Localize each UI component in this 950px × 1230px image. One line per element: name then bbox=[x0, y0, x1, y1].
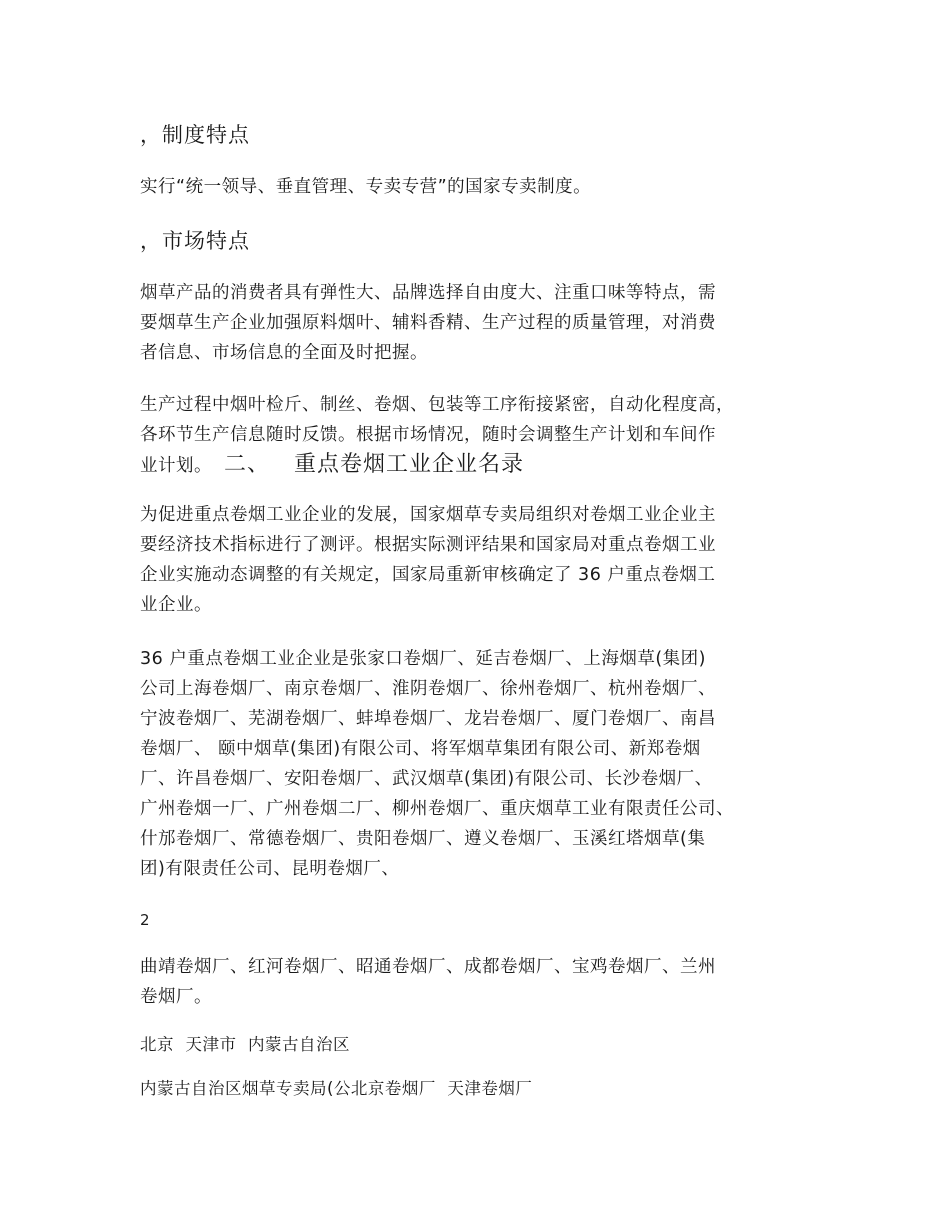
paragraph-line: 什邡卷烟厂、常德卷烟厂、贵阳卷烟厂、遵义卷烟厂、玉溪红塔烟草(集 bbox=[140, 829, 706, 849]
paragraph-line: 卷烟厂。 bbox=[140, 987, 212, 1007]
paragraph-line: 36 户重点卷烟工业企业是张家口卷烟厂、延吉卷烟厂、上海烟草(集团) bbox=[140, 649, 706, 669]
paragraph-line: 宁波卷烟厂、芜湖卷烟厂、蚌埠卷烟厂、龙岩卷烟厂、厦门卷烟厂、南昌 bbox=[140, 709, 716, 729]
paragraph-line: 各环节生产信息随时反馈。根据市场情况，随时会调整生产计划和车间作 bbox=[140, 425, 716, 445]
section-two-heading: 二、 重点卷烟工业企业名录 bbox=[224, 452, 524, 477]
promotion-paragraph bbox=[140, 500, 830, 620]
paragraph-line: 曲靖卷烟厂、红河卷烟厂、昭通卷烟厂、成都卷烟厂、宝鸡卷烟厂、兰州 bbox=[140, 957, 716, 977]
paragraph-line: 要烟草生产企业加强原料烟叶、辅料香精、生产过程的质量管理，对消费 bbox=[140, 313, 716, 333]
system-features-heading: ，制度特点 bbox=[140, 123, 250, 147]
paragraph-line: 广州卷烟一厂、广州卷烟二厂、柳州卷烟厂、重庆烟草工业有限责任公司、 bbox=[140, 799, 734, 819]
continued-list-paragraph bbox=[140, 952, 830, 1012]
market-features-paragraph bbox=[140, 278, 830, 368]
paragraph-line: 要经济技术指标进行了测评。根据实际测评结果和国家局对重点卷烟工业 bbox=[140, 535, 716, 555]
production-paragraph bbox=[140, 390, 830, 481]
paragraph-line: 者信息、市场信息的全面及时把握。 bbox=[140, 343, 428, 363]
market-features-heading: ，市场特点 bbox=[140, 229, 250, 253]
paragraph-line: 卷烟厂、 颐中烟草(集团)有限公司、将军烟草集团有限公司、新郑卷烟 bbox=[140, 739, 701, 759]
paragraph-line-with-heading bbox=[140, 450, 830, 481]
page-number: 2 bbox=[140, 911, 150, 929]
paragraph-line: 厂、许昌卷烟厂、安阳卷烟厂、武汉烟草(集团)有限公司、长沙卷烟厂、 bbox=[140, 769, 713, 789]
paragraph-line: 烟草产品的消费者具有弹性大、品牌选择自由度大、注重口味等特点，需 bbox=[140, 283, 716, 303]
system-features-text: 实行“统一领导、垂直管理、专卖专营”的国家专卖制度。 bbox=[140, 177, 592, 197]
regions-line: 北京 天津市 内蒙古自治区 bbox=[140, 1035, 350, 1054]
production-last-line: 业计划。 bbox=[140, 456, 212, 476]
bureau-line: 内蒙古自治区烟草专卖局(公北京卷烟厂 天津卷烟厂 bbox=[140, 1079, 533, 1098]
paragraph-line: 生产过程中烟叶检斤、制丝、卷烟、包装等工序衔接紧密，自动化程度高， bbox=[140, 395, 734, 415]
paragraph-line: 企业实施动态调整的有关规定，国家局重新审核确定了 36 户重点卷烟工 bbox=[140, 565, 716, 585]
paragraph-line: 业企业。 bbox=[140, 595, 212, 615]
paragraph-line: 公司上海卷烟厂、南京卷烟厂、淮阴卷烟厂、徐州卷烟厂、杭州卷烟厂、 bbox=[140, 679, 716, 699]
paragraph-line: 为促进重点卷烟工业企业的发展，国家烟草专卖局组织对卷烟工业企业主 bbox=[140, 505, 716, 525]
enterprise-list-paragraph bbox=[140, 644, 830, 884]
paragraph-line: 团)有限责任公司、昆明卷烟厂、 bbox=[140, 859, 400, 879]
